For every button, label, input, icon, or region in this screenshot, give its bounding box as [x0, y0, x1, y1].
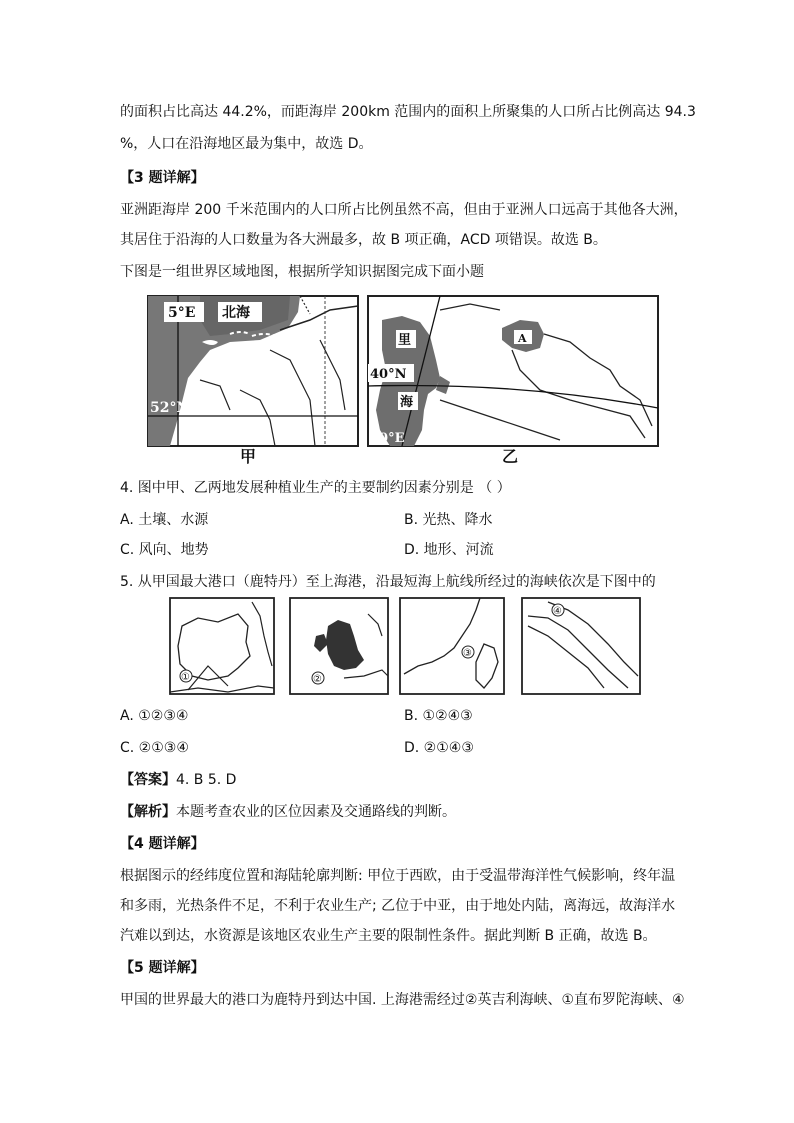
q5-option-a: A. ①②③④ — [120, 708, 189, 724]
text-line: 下图是一组世界区域地图，根据所学知识据图完成下面小题 — [120, 264, 484, 280]
section-heading: 【5 题详解】 — [120, 960, 205, 976]
q4-option-a: A. 土壤、水源 — [120, 512, 209, 528]
analysis-label: 【解析】 — [120, 804, 176, 820]
q4-option-c: C. 风向、地势 — [120, 542, 209, 558]
strait-map-1 — [170, 598, 274, 694]
strait-marker-4: ④ — [553, 606, 562, 617]
section-heading: 【3 题详解】 — [120, 170, 205, 186]
text-line: %，人口在沿海地区最为集中，故选 D。 — [120, 136, 373, 152]
q5-option-d: D. ②①④③ — [404, 740, 474, 756]
answer-label: 【答案】 — [120, 772, 176, 788]
map-caption-yi: 乙 — [502, 447, 519, 465]
strait-map-4 — [522, 598, 640, 694]
strait-marker-3: ③ — [463, 648, 472, 659]
text-line: 亚洲距海岸 200 千米范围内的人口所占比例虽然不高，但由于亚洲人口远高于其他各大洲， — [120, 202, 688, 218]
region-map-figure — [140, 290, 660, 465]
lon-label-yi: 50°E — [370, 431, 405, 446]
analysis-text: 本题考查农业的区位因素及交通路线的判断。 — [176, 804, 456, 820]
answer-line — [120, 770, 236, 790]
answer-text: 4. B 5. D — [176, 772, 237, 788]
q4-option-d: D. 地形、河流 — [404, 542, 494, 558]
strait-marker-1: ① — [181, 672, 190, 683]
text-line: 根据图示的经纬度位置和海陆轮廓判断: 甲位于西欧，由于受温带海洋性气候影响，终年温 — [120, 868, 676, 884]
lake-a-label: A — [518, 332, 527, 345]
lat-label-jia: 52°N — [150, 400, 190, 416]
q4-option-b: B. 光热、降水 — [404, 512, 493, 528]
lon-label-jia: 5°E — [168, 305, 196, 321]
sea-label-jia: 北海 — [222, 305, 250, 321]
sea-label-li: 里 — [398, 333, 412, 348]
map-jia — [148, 296, 358, 446]
analysis-line — [120, 802, 456, 822]
strait-map-2 — [290, 598, 388, 694]
text-line: 和多雨，光热条件不足，不利于农业生产; 乙位于中亚，由于地处内陆，离海远，故海洋水 — [120, 898, 676, 914]
map-caption-jia: 甲 — [240, 447, 257, 465]
sea-label-hai: 海 — [400, 395, 414, 410]
strait-marker-2: ② — [313, 674, 322, 685]
question-5-stem: 5. 从甲国最大港口（鹿特丹）至上海港，沿最短海上航线所经过的海峡依次是下图中的 — [120, 574, 656, 590]
text-line: 甲国的世界最大的港口为鹿特丹到达中国. 上海港需经过②英吉利海峡、①直布罗陀海峡、④ — [120, 992, 685, 1008]
section-heading: 【4 题详解】 — [120, 836, 205, 852]
text-line: 的面积占比高达 44.2%，而距海岸 200km 范围内的面积上所聚集的人口所占比例高达 94.3 — [120, 104, 696, 120]
strait-maps-figure — [168, 596, 648, 702]
strait-map-3 — [400, 598, 504, 694]
map-yi — [368, 296, 658, 446]
text-line: 汽难以到达，水资源是该地区农业生产主要的限制性条件。据此判断 B 正确，故选 B。 — [120, 928, 657, 944]
q5-option-b: B. ①②④③ — [404, 708, 473, 724]
question-4-stem: 4. 图中甲、乙两地发展种植业生产的主要制约因素分别是 （ ） — [120, 480, 511, 496]
lat-label-yi: 40°N — [370, 367, 407, 382]
text-line: 其居住于沿海的人口数量为各大洲最多，故 B 项正确，ACD 项错误。故选 B。 — [120, 232, 607, 248]
q5-option-c: C. ②①③④ — [120, 740, 189, 756]
